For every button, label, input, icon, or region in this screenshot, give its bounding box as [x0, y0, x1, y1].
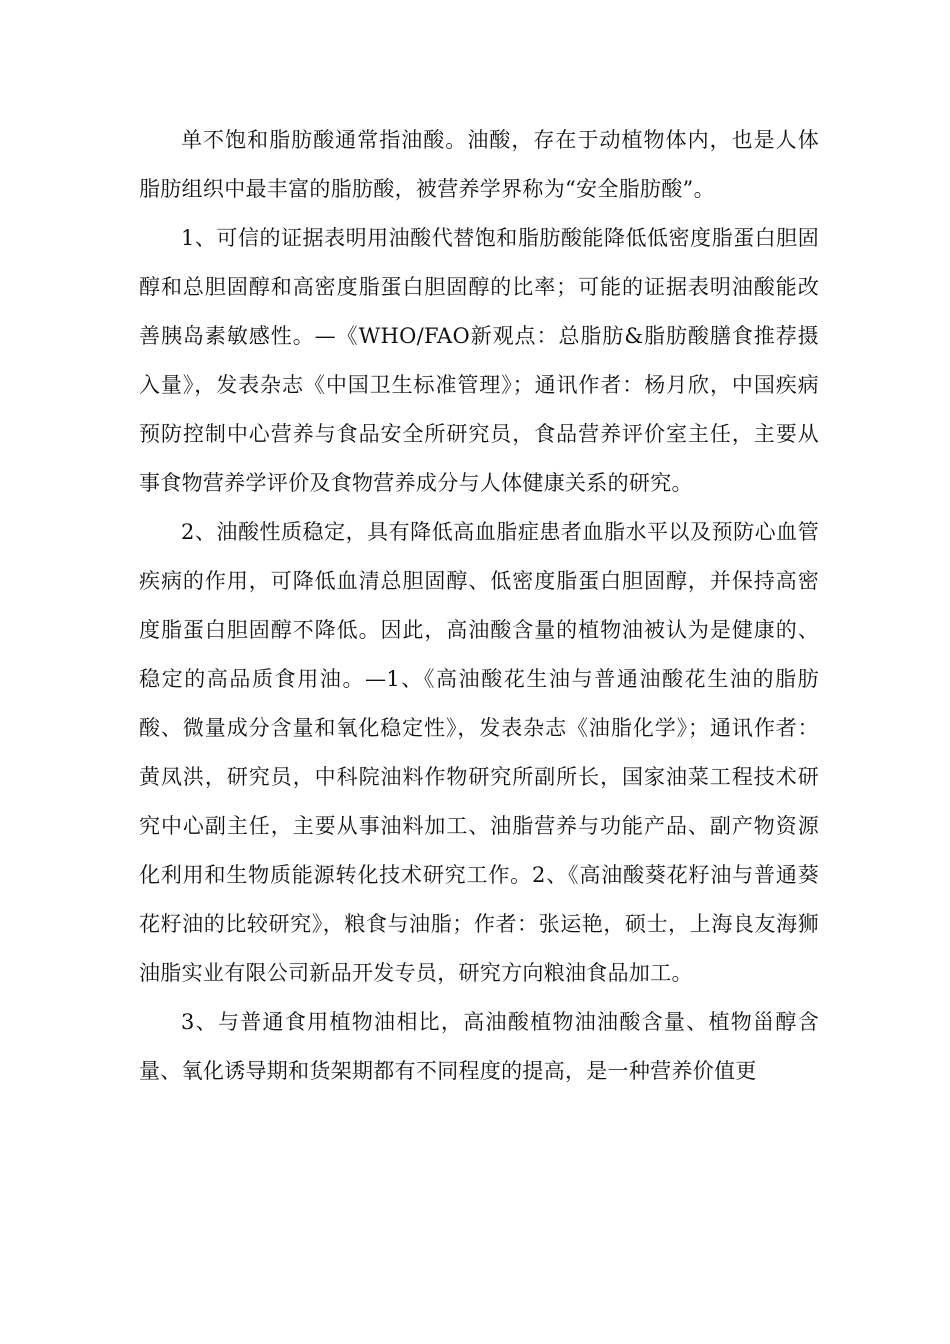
document-body	[139, 116, 819, 1096]
paragraph-point-3: 3、与普通食用植物油相比，高油酸植物油油酸含量、植物甾醇含量、氧化诱导期和货架期都有不同程度的提高，是一种营养价值更	[139, 1010, 819, 1083]
paragraph-point-1: 1、可信的证据表明用油酸代替饱和脂肪酸能降低低密度脂蛋白胆固醇和总胆固醇和高密度脂蛋白胆固醇的比率；可能的证据表明油酸能改善胰岛素敏感性。—《WHO/FAO新观点：总脂肪&脂肪酸膳食推荐摄入量》，发表杂志《中国卫生标准管理》；通讯作者：杨月欣，中国疾病预防控制中心营养与食品安全所研究员，食品营养评价室主任，主要从事食物营养学评价及食物营养成分与人体健康关系的研究。	[139, 226, 819, 495]
paragraph-point-2: 2、油酸性质稳定，具有降低高血脂症患者血脂水平以及预防心血管疾病的作用，可降低血清总胆固醇、低密度脂蛋白胆固醇，并保持高密度脂蛋白胆固醇不降低。因此，高油酸含量的植物油被认为是健康的、稳定的高品质食用油。—1、《高油酸花生油与普通油酸花生油的脂肪酸、微量成分含量和氧化稳定性》，发表杂志《油脂化学》；通讯作者：黄凤洪，研究员，中科院油料作物研究所副所长，国家油菜工程技术研究中心副主任，主要从事油料加工、油脂营养与功能产品、副产物资源化利用和生物质能源转化技术研究工作。2、《高油酸葵花籽油与普通葵花籽油的比较研究》，粮食与油脂；作者：张运艳，硕士，上海良友海狮油脂实业有限公司新品开发专员，研究方向粮油食品加工。	[139, 520, 819, 985]
paragraph-intro: 单不饱和脂肪酸通常指油酸。油酸，存在于动植物体内，也是人体脂肪组织中最丰富的脂肪酸，被营养学界称为“安全脂肪酸”。	[139, 128, 819, 201]
